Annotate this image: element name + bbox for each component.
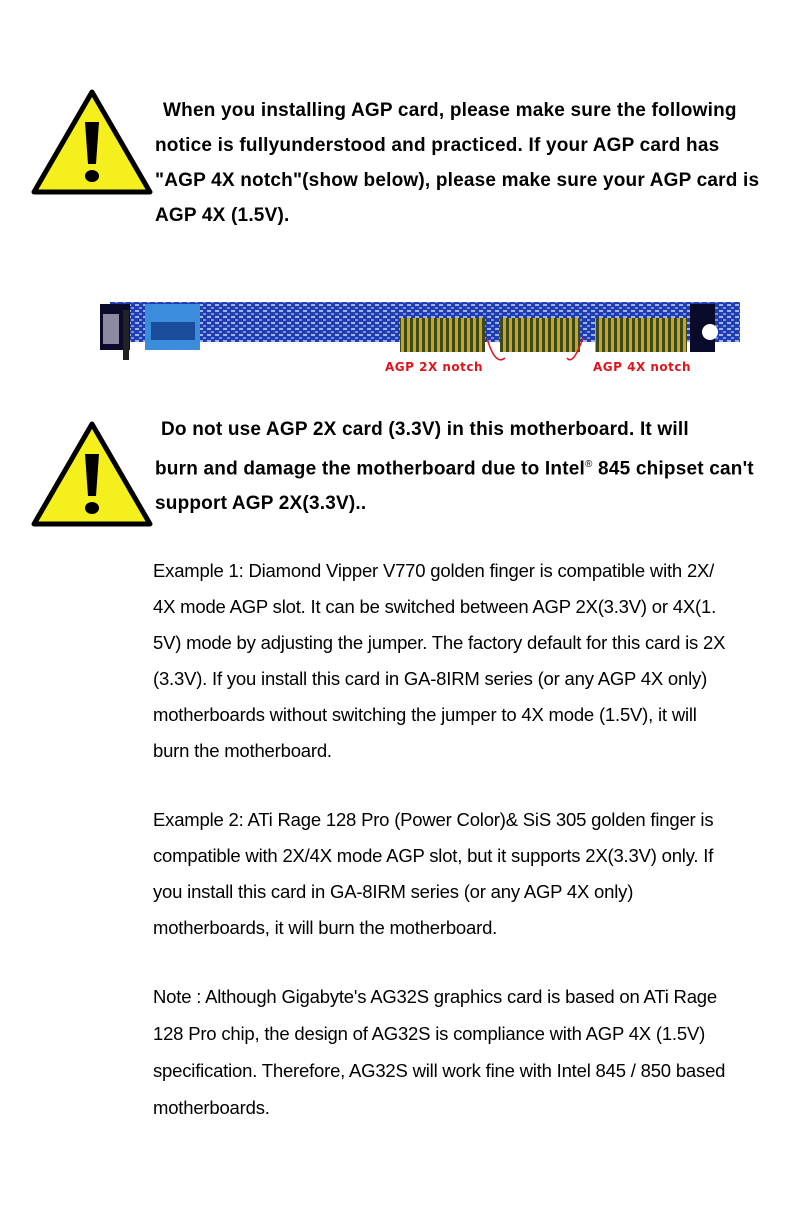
agp-2x-notch-label: AGP 2X notch bbox=[385, 360, 484, 374]
warning2-line2-end: 845 chipset can't bbox=[592, 458, 754, 480]
example2-line: Example 2: ATi Rage 128 Pro (Power Color)& SiS 305 golden finger is bbox=[153, 809, 714, 830]
warning-text-1 bbox=[155, 93, 759, 233]
example1-line: Example 1: Diamond Vipper V770 golden finger is compatible with 2X/ bbox=[153, 560, 715, 581]
example1-line: burn the motherboard. bbox=[153, 740, 332, 761]
warning2-line bbox=[155, 447, 754, 486]
example2-line: you install this card in GA-8IRM series (or any AGP 4X only) bbox=[153, 881, 634, 902]
example1-line: 5V) mode by adjusting the jumper. The factory default for this card is 2X bbox=[153, 632, 726, 653]
example-2-paragraph bbox=[153, 802, 713, 946]
example2-line: compatible with 2X/4X mode AGP slot, but it supports 2X(3.3V) only. If bbox=[153, 845, 714, 866]
warning2-line: support AGP 2X(3.3V).. bbox=[155, 493, 367, 515]
note-paragraph bbox=[153, 978, 725, 1126]
warning1-line: When you installing AGP card, please make sure the following bbox=[163, 100, 737, 121]
warning2-line: Do not use AGP 2X card (3.3V) in this motherboard. It will bbox=[161, 419, 689, 440]
example1-line: (3.3V). If you install this card in GA-8IRM series (or any AGP 4X only) bbox=[153, 668, 708, 689]
warning1-line: AGP 4X (1.5V). bbox=[155, 205, 290, 226]
warning-text-2 bbox=[155, 412, 754, 521]
warning-triangle-icon bbox=[30, 420, 154, 528]
example2-line: motherboards, it will burn the motherboard. bbox=[153, 917, 498, 938]
agp-4x-notch-label: AGP 4X notch bbox=[593, 360, 692, 374]
note-line: 128 Pro chip, the design of AG32S is compliance with AGP 4X (1.5V) bbox=[153, 1023, 706, 1044]
note-line: Note : Although Gigabyte's AG32S graphics card is based on ATi Rage bbox=[153, 986, 717, 1007]
warning1-line: "AGP 4X notch"(show below), please make sure your AGP card is bbox=[155, 170, 760, 191]
example1-line: motherboards without switching the jumper to 4X mode (1.5V), it will bbox=[153, 704, 697, 725]
note-line: specification. Therefore, AG32S will work fine with Intel 845 / 850 based bbox=[153, 1060, 726, 1081]
warning1-line: notice is fullyunderstood and practiced. If your AGP card has bbox=[155, 135, 720, 156]
warning2-line2-start: burn and damage the motherboard due to Intel bbox=[155, 458, 585, 480]
warning-triangle-icon bbox=[30, 88, 154, 196]
note-line: motherboards. bbox=[153, 1097, 270, 1118]
agp-slot-figure bbox=[95, 298, 745, 378]
example-1-paragraph bbox=[153, 553, 725, 769]
registered-mark: ® bbox=[585, 459, 593, 470]
example1-line: 4X mode AGP slot. It can be switched between AGP 2X(3.3V) or 4X(1. bbox=[153, 596, 717, 617]
